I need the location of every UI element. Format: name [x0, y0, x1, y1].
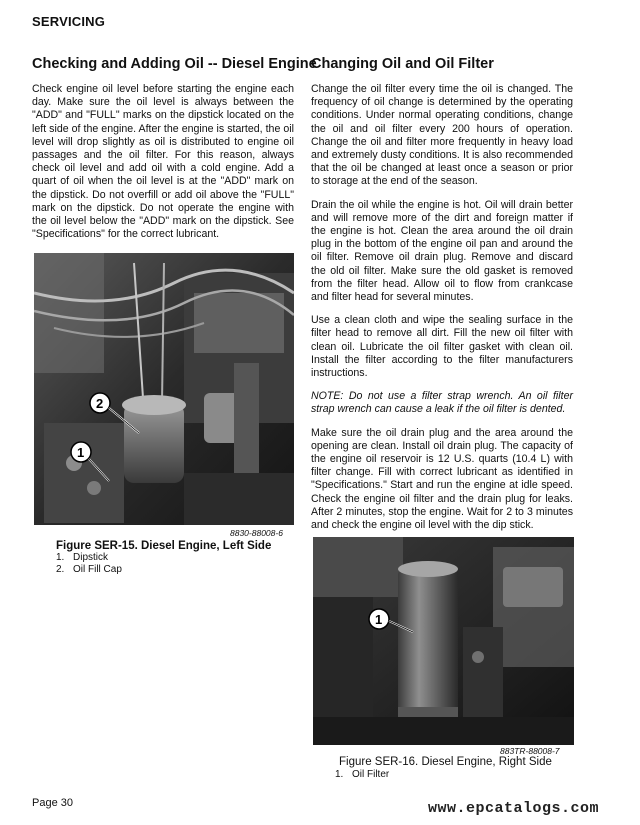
figure-2-part-number: 883TR-88008-7 — [500, 746, 560, 756]
heading-changing-oil: Changing Oil and Oil Filter — [311, 56, 494, 72]
legend-item: 1. Oil Filter — [335, 769, 390, 780]
paragraph-oil-change-frequency: Change the oil filter every time the oil is changed. The frequency of oil change is determined by the operating conditions. Under normal operating conditions, change the oil and oil filter every 200 hours of operation. Change the oil and filter more frequently in heavy load and extremely dusty conditions. It is also recommended that the oil be changed at least once a season or prior to storage at the end of the season. — [311, 83, 573, 188]
paragraph-refill-oil: Make sure the oil drain plug and the area around the opening are clean. Install oil drain plug. The capacity of the engine oil reservoir is 12 U.S. quarts (10.4 L) with filter change. Fill with correct lubricant as identified in "Specifications." Start and run the engine at idle speed. Check the engine oil filter and the drain plug for leaks. After 2 minutes, stop the engine. Wait for 2 to 3 minutes and check the engine oil level with the dip stick. — [311, 426, 573, 532]
figure-1-legend — [56, 552, 122, 576]
svg-text:1: 1 — [77, 445, 85, 460]
paragraph-check-oil: Check engine oil level before starting the engine each day. Make sure the oil level is always between the "ADD" and "FULL" marks on the dipstick located on the left side of the engine. After the engine is started, the oil level will drop slightly as oil is distributed to engine oil passages and the oil filter. For this reason, always check oil level and add oil with a cold engine. Add a quart of oil when the oil level is at the "ADD" mark on the dipstick. Do not overfill or add oil above the "FULL" mark on the dipstick. Do not operate the engine with the oil level below the "ADD" mark on the dipstick. See "Specifications" for the correct lubricant. — [32, 83, 294, 241]
figure-2-caption: Figure SER-16. Diesel Engine, Right Side — [339, 756, 552, 768]
svg-text:2: 2 — [96, 396, 104, 411]
engine-left-side-photo — [34, 253, 294, 525]
watermark: www.epcatalogs.com — [428, 800, 600, 817]
svg-text:1: 1 — [375, 612, 383, 627]
heading-checking-oil: Checking and Adding Oil -- Diesel Engine — [32, 56, 317, 72]
note-strap-wrench: NOTE: Do not use a filter strap wrench. An oil filter strap wrench can cause a leak if the oil filter is dented. — [311, 390, 573, 416]
left-column — [32, 56, 317, 251]
figure-1-part-number: 8830-88008-6 — [230, 528, 283, 538]
paragraph-drain-oil: Drain the oil while the engine is hot. Oil will drain better and will remove more of the dirt and foreign matter if the engine is hot. Clean the area around the oil drain plug in the bottom of the engine oil pan and around the oil filter. Remove oil drain plug. Remove and discard the old oil filter. Make sure the old gasket is removed from the filter head. Allow oil to flow from crankcase and filter head for several minutes. — [311, 198, 573, 304]
legend-item: 1. Dipstick — [56, 552, 109, 563]
paragraph-install-filter: Use a clean cloth and wipe the sealing surface in the filter head to remove all dirt. Fill the new oil filter with clean oil. Lubricate the oil filter gasket with clean oil. Install the filter according to the filter manufacturers instructions. — [311, 314, 573, 380]
page-number: Page 30 — [32, 797, 73, 809]
figure-1-caption: Figure SER-15. Diesel Engine, Left Side — [56, 540, 272, 552]
right-column — [311, 56, 573, 542]
legend-item: 2. Oil Fill Cap — [56, 564, 122, 575]
figure-2-legend — [335, 769, 389, 781]
engine-right-side-photo — [313, 537, 574, 745]
section-header: SERVICING — [32, 14, 106, 29]
